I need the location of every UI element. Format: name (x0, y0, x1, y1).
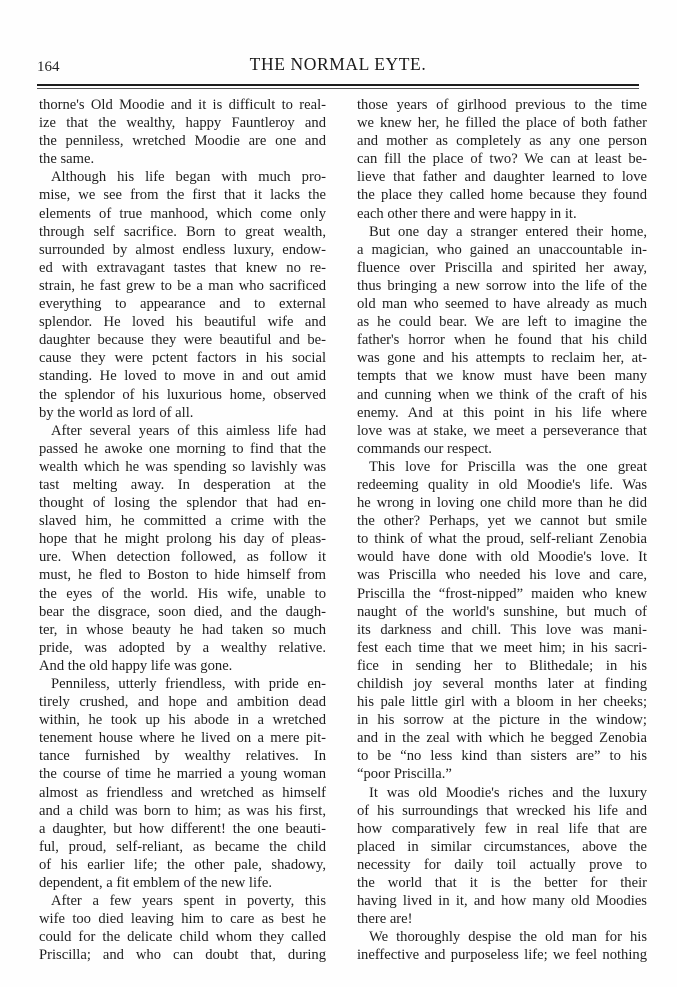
text-line: father's horror when he found that his child (357, 332, 647, 349)
text-line: everything to appearance and to external (39, 296, 326, 313)
text-line: was gone and his attempts to reclaim her, at- (357, 350, 647, 367)
text-line: in his sorrow at the picture in the window; (357, 712, 647, 729)
text-line: of his earlier life; the other pale, shadowy, (39, 856, 326, 873)
text-line: love was at stake, we meet a perseverance that (357, 422, 647, 439)
text-line: how comparatively few in real life that are (357, 820, 647, 837)
text-line: and in the zeal with which he begged Zenobia (357, 730, 647, 747)
running-head (37, 52, 639, 80)
text-line: was Priscilla who needed his love and care, (357, 567, 647, 584)
text-line: thought of losing the splendor that had en- (39, 495, 326, 512)
text-line: But one day a stranger entered their home, (369, 223, 647, 240)
text-line: there are! (357, 911, 413, 928)
paragraph (357, 928, 647, 964)
text-line: bear the disgrace, soon died, and the daugh- (39, 603, 326, 620)
text-line: enemy. And at this point in his life where (357, 404, 647, 421)
paragraph (39, 675, 326, 892)
text-line: the penniless, wretched Moodie are one and (39, 133, 326, 150)
text-line: ize that the wealthy, happy Fauntleroy and (39, 115, 326, 132)
paragraph (357, 458, 647, 784)
text-line: the course of time he married a young woman (39, 766, 326, 783)
text-line: necessity for daily toil actually prove to (357, 856, 647, 873)
text-line: the place they called home because they found (357, 187, 647, 204)
paragraph (39, 422, 326, 675)
text-line: mise, we see from the first that it lacks the (39, 187, 326, 204)
text-line: through self sacrifice. Born to great wealth, (39, 223, 326, 240)
text-line: “poor Priscilla.” (357, 766, 452, 783)
paragraph (39, 892, 326, 964)
text-line: its darkness and chill. This love was mani- (357, 621, 647, 638)
text-line: surrounded by almost endless luxury, endow- (39, 241, 326, 258)
text-line: commands our respect. (357, 440, 492, 457)
header-rule-thin (37, 88, 639, 89)
text-line: tempts that we know must have been many (357, 368, 647, 385)
header-rule-thick (37, 84, 639, 86)
paragraph (39, 168, 326, 421)
text-line: would have done with old Moodie's love. It (357, 549, 647, 566)
text-line: hope that he might prolong his day of pleas- (39, 531, 326, 548)
text-line: ure. When detection followed, as follow it (39, 549, 326, 566)
text-line: After several years of this aimless life had (51, 422, 326, 439)
text-line: the splendor of his luxurious home, observed (39, 386, 326, 403)
paragraph (39, 96, 326, 168)
text-line: we knew her, he filled the place of both father (357, 115, 647, 132)
page-number: 164 (37, 59, 60, 75)
text-line: the world that it is the better for their (357, 875, 647, 892)
paragraph (357, 784, 647, 929)
text-line: a daughter, but how different! the one beauti- (39, 820, 326, 837)
text-line: passed he awoke one morning to find that the (39, 440, 326, 457)
text-line: elements of true manhood, which come only (39, 205, 326, 222)
text-line: cause they were pctent factors in his social (39, 350, 326, 367)
text-line: of his surroundings that wrecked his life and (357, 802, 647, 819)
text-line: a magician, who gained an unaccountable in- (357, 241, 647, 258)
right-column (357, 96, 647, 965)
text-line: ful, proud, self-reliant, as became the child (39, 838, 326, 855)
text-line: the eyes of the world. His wife, unable to (39, 585, 326, 602)
text-line: the other? Perhaps, yet we cannot but smile (357, 513, 647, 530)
text-line: fest each time that we meet him; in his sacri- (357, 639, 647, 656)
paragraph (357, 96, 647, 223)
text-line: ineffective and purposeless life; we feel nothing (357, 947, 647, 964)
text-line: can fill the place of two? We can at least be- (357, 151, 647, 168)
text-line: Priscilla the “frost-nipped” maiden who knew (357, 585, 647, 602)
text-line: he wrong in loving one child more than he did (357, 495, 647, 512)
text-line: fice in sending her to Blithedale; in his (357, 657, 647, 674)
left-column (39, 96, 326, 965)
text-line: After a few years spent in poverty, this (51, 893, 326, 910)
text-line: tenement house where he lived on a mere pit- (39, 730, 326, 747)
text-line: dependent, a fit emblem of the new life. (39, 875, 273, 892)
text-line: almost as friendless and wretched as himself (39, 784, 326, 801)
text-line: by the world as lord of all. (39, 404, 194, 421)
text-line: Although his life began with much pro- (51, 169, 326, 186)
text-line: It was old Moodie's riches and the luxury (369, 784, 647, 801)
text-line: and mother as completely as any one person (357, 133, 647, 150)
text-line: pride, was adopted by a wealthy relative. (39, 639, 326, 656)
text-line: must, he fled to Boston to hide himself from (39, 567, 326, 584)
text-line: and cunning when we think of the craft of his (357, 386, 647, 403)
text-line: ed with extravagant tastes that knew no re- (39, 259, 326, 276)
journal-title: THE NORMAL EYTE. (249, 54, 427, 74)
text-line: tance furnished by wealthy relatives. In (39, 748, 326, 765)
text-line: tast melting away. In desperation at the (39, 476, 326, 493)
text-line: childish joy several months later at finding (357, 676, 647, 692)
text-line: thus bringing a new sorrow into the life of the (357, 277, 647, 294)
text-line: wife too died leaving him to care as best he (39, 911, 326, 928)
text-line: We thoroughly despise the old man for his (369, 929, 647, 946)
text-line: his pale little girl with a bloom in her cheeks; (357, 694, 647, 711)
text-line: fluence over Priscilla and spirited her away, (357, 259, 647, 276)
text-line: Penniless, utterly friendless, with pride en- (51, 676, 326, 692)
text-line: wealth which he was spending so lavishly was (39, 458, 326, 475)
text-line: each other there and were happy in it. (357, 205, 577, 222)
text-line: redeeming quality in old Moodie's life. Was (357, 476, 647, 493)
text-line: naught of the world's sunshine, but much of (357, 603, 647, 620)
paragraph (357, 223, 647, 458)
text-line: as he could bear. We are left to imagine the (357, 314, 647, 331)
text-line: the same. (39, 151, 95, 168)
text-line: old man who seemed to have already as much (357, 296, 647, 313)
text-line: could for the delicate child whom they called (39, 929, 326, 946)
text-line: splendor. He loved his beautiful wife and (39, 314, 326, 331)
text-line: to think of what the proud, self-reliant Zenobia (357, 531, 647, 548)
text-line: standing. He loved to move in and out amid (39, 368, 326, 385)
text-line: And the old happy life was gone. (39, 657, 233, 674)
text-line: those years of girlhood previous to the time (357, 97, 647, 113)
text-line: and a child was born to him; as was his first, (39, 802, 326, 819)
text-line: strain, he fast grew to be a man who sacrificed (39, 277, 326, 294)
text-line: daughter because they were beautiful and be- (39, 332, 326, 349)
text-line: tirely crushed, and hope and ambition dead (39, 694, 326, 711)
text-line: within, he took up his abode in a wretched (39, 712, 326, 729)
text-line: This love for Priscilla was the one great (369, 458, 647, 475)
text-line: slaved him, he committed a crime with the (39, 513, 326, 530)
text-line: to be “no less kind than sisters are” to his (357, 748, 647, 765)
text-line: placed in similar circumstances, above the (357, 838, 647, 855)
text-line: having lived in it, and how many old Moodies (357, 893, 647, 910)
text-line: ter, in whose beauty he had taken so much (39, 621, 326, 638)
text-line: thorne's Old Moodie and it is difficult to real- (39, 97, 326, 113)
text-line: Priscilla; and who can doubt that, during (39, 947, 326, 964)
text-line: lieve that father and daughter learned to love (357, 169, 647, 186)
